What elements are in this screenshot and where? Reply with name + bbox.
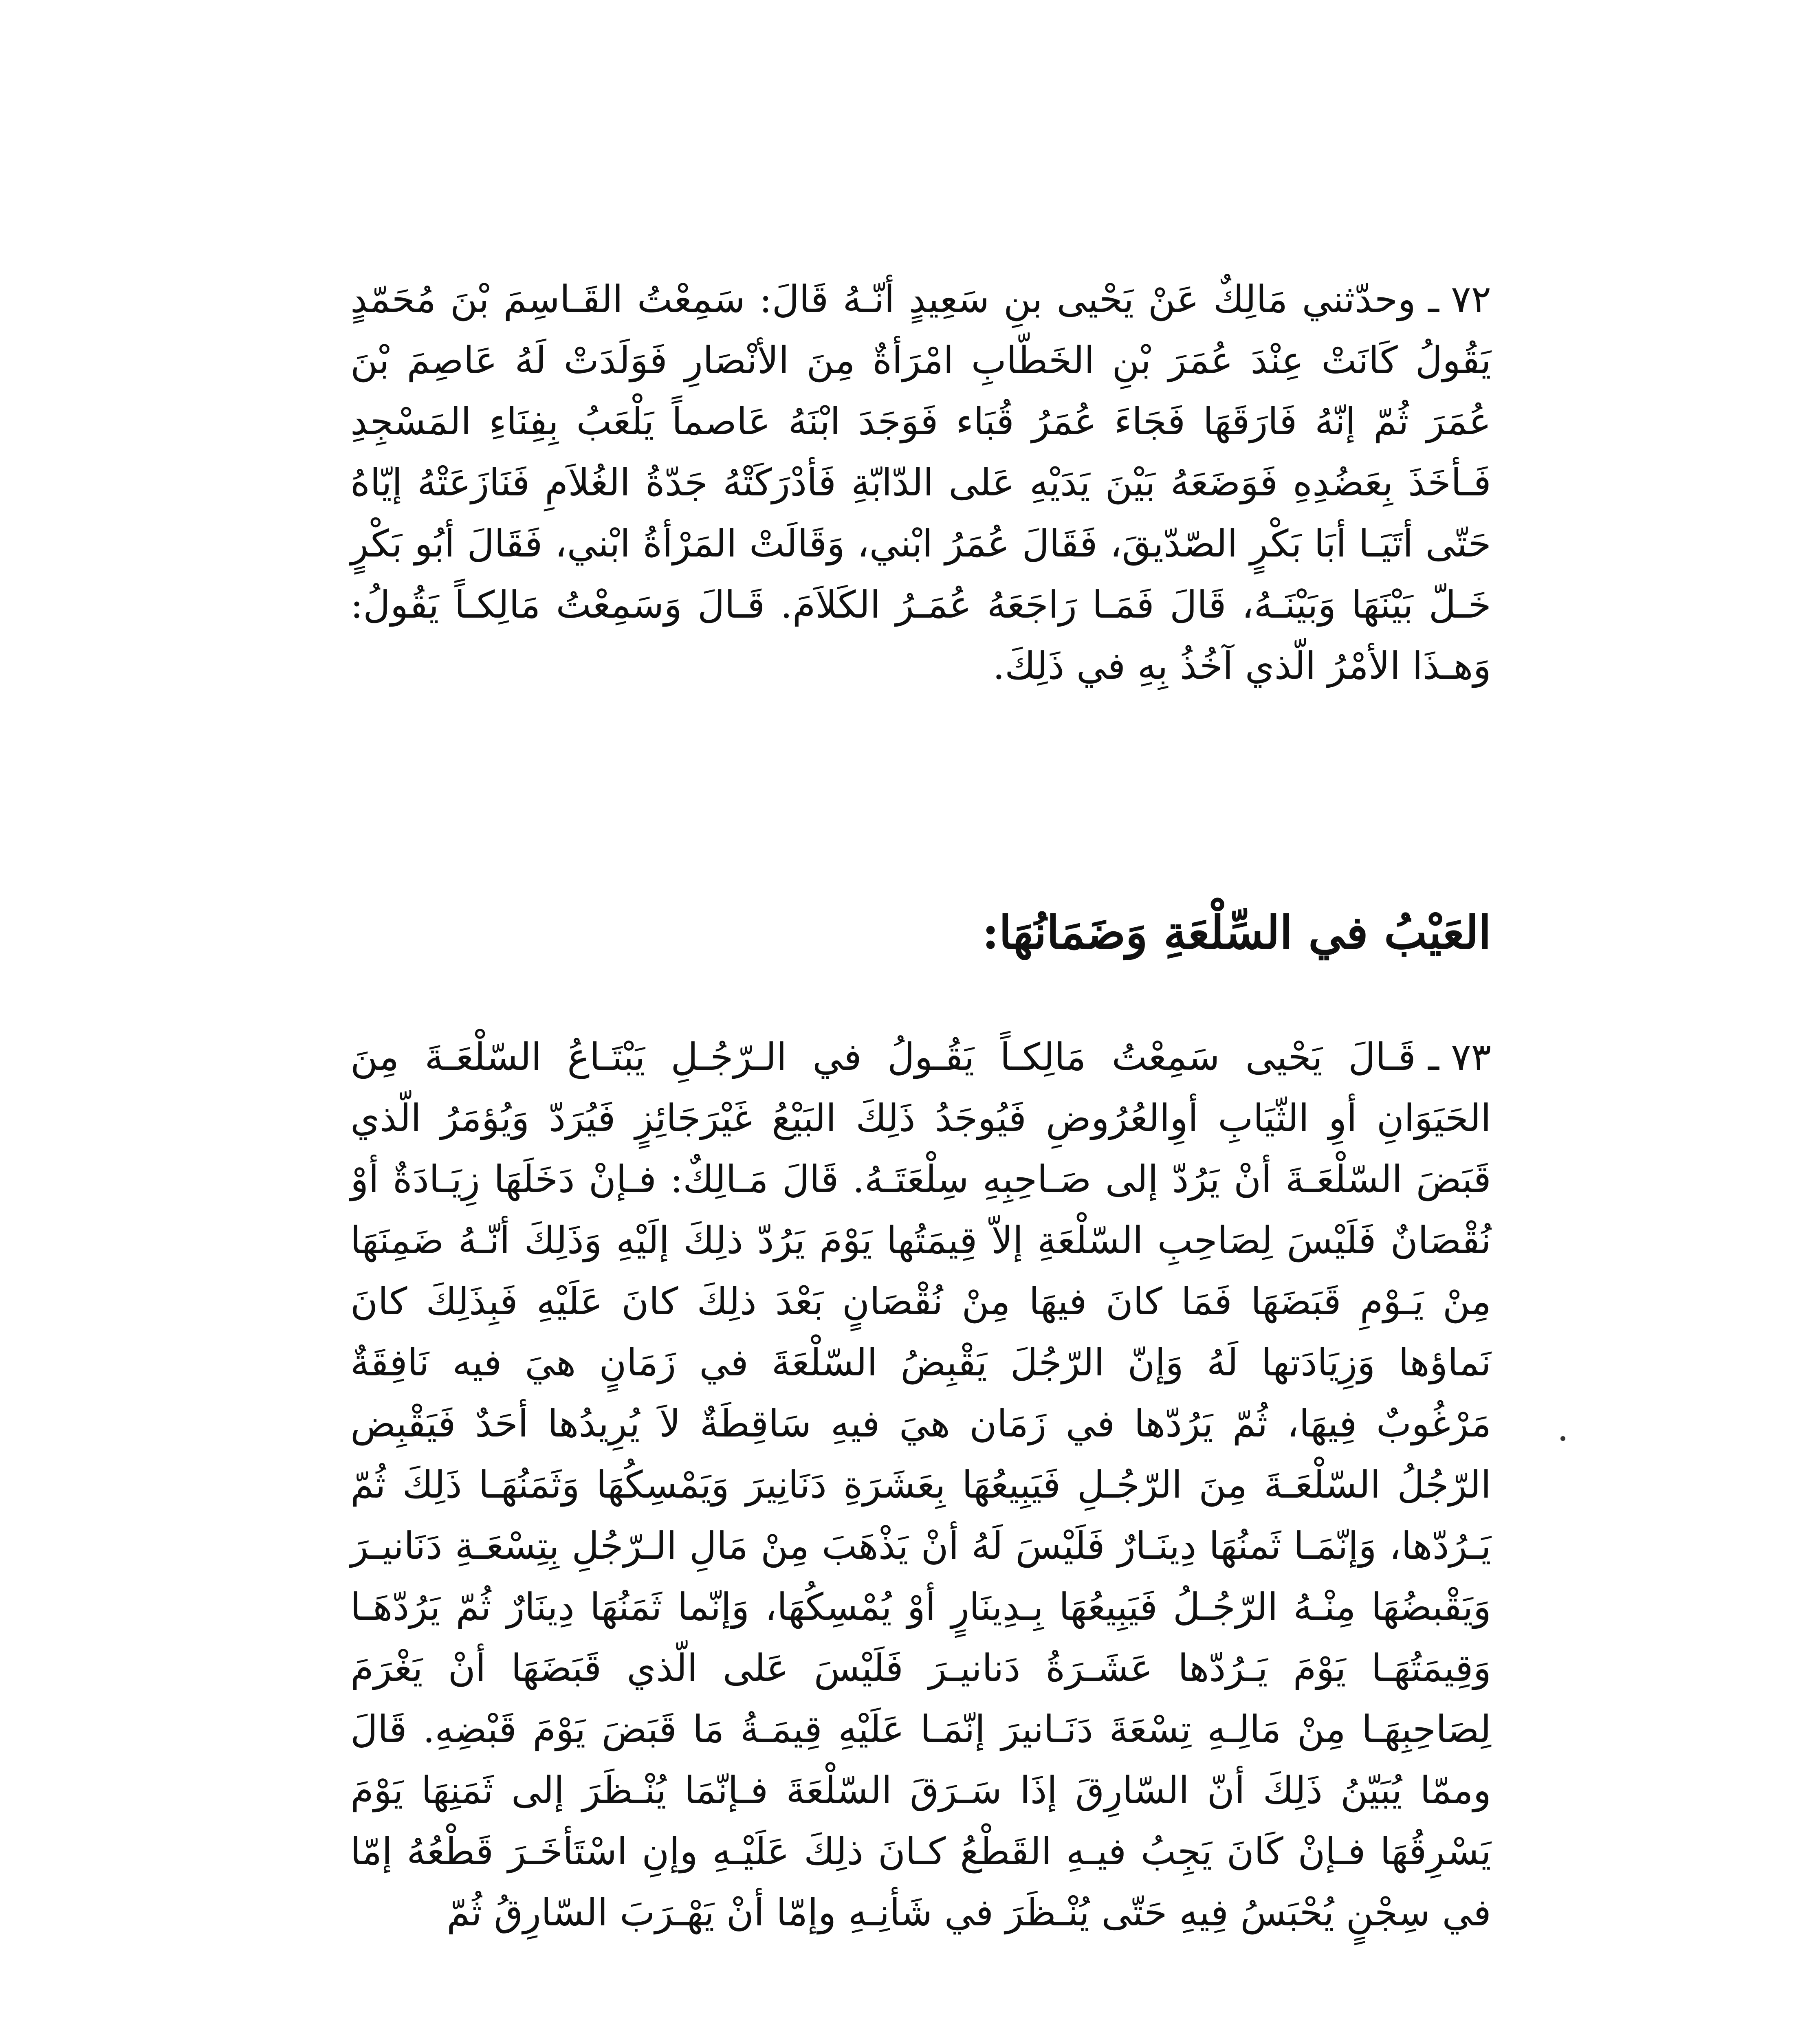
stray-ink-dot [1560,1436,1565,1441]
paragraph-number: ٧٣ ـ [1428,1035,1491,1079]
paragraph-number: ٧٢ ـ [1428,277,1491,321]
section-heading: العَيْبُ في السِّلْعَةِ وَضَمَانُهَا: [982,906,1491,959]
paragraph-73 [350,1027,1491,1943]
paragraph-72 [350,269,1491,697]
paragraph-text: قَـالَ يَحْيى سَمِعْتُ مَالِكـاً يَقُـولُ في الـرّجُـلِ يَبْتَـاعُ السّلْعَـةَ مِنَ الحَيَوَانِ أوِ الثّيَابِ أوِالعُرُوضِ فَيُوجَدُ ذَلِكَ البَيْعُ غَيْرَجَائِزٍ فَيُرَدّ وَيُؤمَرُ الّذي قَبَضَ السّلْعَـةَ أنْ يَرُدّ إلى صَـاحِبِهِ سِلْعَتَـهُ. قَالَ مَـالِكٌ: فـإنْ دَخَلَهَا زِيَـادَةٌ أوْ نُقْصَانٌ فَلَيْسَ لِصَاحِبِ السّلْعَةِ إلاّ قِيمَتُها يَوْمَ يَرُدّ ذلِكَ إلَيْهِ وَذَلِكَ أنّـهُ ضَمِنَهَا مِنْ يَـوْمِ قَبَضَهَا فَمَا كانَ فيهَا مِنْ نُقْصَانٍ بَعْدَ ذلِكَ كانَ عَلَيْهِ فَبِذَلِكَ كانَ نَماؤها وَزِيَادَتها لَهُ وَإنّ الرّجُلَ يَقْبِضُ السّلْعَةَ في زَمَانٍ هيَ فيه نَافِقَةٌ مَرْغُوبٌ فِيهَا، ثُمّ يَرُدّها في زَمَان هيَ فيهِ سَاقِطَةٌ لاَ يُرِيدُها أحَدٌ فَيَقْبِض الرّجُلُ السّلْعَـةَ مِنَ الرّجُـلِ فَيَبِيعُهَا بِعَشَرَةِ دَنَانِيرَ وَيَمْسِكُهَا وَثَمَنُهَـا ذَلِكَ ثُمّ يَـرُدّها، وَإنّمَـا ثَمنُهَا دِينَـارٌ فَلَيْسَ لَهُ أنْ يَذْهَبَ مِنْ مَالِ الـرّجُلِ بِتِسْعَـةِ دَنَانيـرَ وَيَقْبضُهَا مِنْـهُ الرّجُـلُ فَيَبِيعُهَا بِـدِينَارٍ أوْ يُمْسِكُهَا، وَإنّما ثَمَنُهَا دِينَارٌ ثُمّ يَرُدّهَـا وَقِيمَتُهَـا يَوْمَ يَـرُدّها عَشَـرَةُ دَنانيـرَ فَلَيْسَ عَلى الّذي قَبَضَهَا أنْ يَغْرَمَ لِصَاحِبِهَـا مِنْ مَالِـهِ تِسْعَةَ دَنَـانيرَ إنّمَـا عَلَيْهِ قِيمَـةُ مَا قَبَضَ يَوْمَ قَبْضِهِ. قَالَ وممّا يُبَيّنُ ذَلِكَ أنّ السّارِقَ إذَا سَـرَقَ السّلْعَةَ فـإنّمَا يُنْـظَرَ إلى ثَمَنِهَا يَوْمَ يَسْرِقُهَا فـإنْ كَانَ يَجِبُ فيـهِ القَطْعُ كـانَ ذلِكَ عَلَيْـهِ وإنِ اسْتَأخَـرَ قَطْعُهُ إمّا في سِجْنٍ يُحْبَسُ فِيهِ حَتّى يُنْـظَرَ في شَأنِـهِ وإمّا أنْ يَهْـرَبَ السّارِقُ ثُمّ [350,1035,1492,1934]
paragraph-text: وحدّثني مَالِكٌ عَنْ يَحْيى بنِ سَعِيدٍ أنّـهُ قَالَ: سَمِعْتُ القَـاسِمَ بْنَ مُحَمّدٍ يَقُولُ كَانَتْ عِنْدَ عُمَرَ بْنِ الخَطّابِ امْرَأةٌ مِنَ الأنْصَارِ فَوَلَدَتْ لَهُ عَاصِمَ بْنَ عُمَرَ ثُمّ إنّهُ فَارَقَهَا فَجَاءَ عُمَرُ قُبَاء فَوَجَدَ ابْنَهُ عَاصماً يَلْعَبُ بِفِنَاءِ المَسْجِدِ فَـأخَذَ بِعَضُدِهِ فَوَضَعَهُ بَيْنَ يَدَيْهِ عَلى الدّابّةِ فَأدْرَكَتْهُ جَدّةُ الغُلاَمِ فَنَازَعَتْهُ إيّاهُ حَتّى أتَيَـا أبَا بَكْرٍ الصّدّيقَ، فَقَالَ عُمَرُ ابْني، وَقَالَتْ المَرْأةُ ابْني، فَقَالَ أبُو بَكْرٍ خَـلّ بَيْنَهَا وَبَيْنَـهُ، قَالَ فَمَـا رَاجَعَهُ عُمَـرُ الكَلاَمَ. قَـالَ وَسَمِعْتُ مَالِكـاً يَقُولُ: وَهـذَا الأمْرُ الّذي آخُذُ بِهِ في ذَلِكَ. [350,277,1491,688]
